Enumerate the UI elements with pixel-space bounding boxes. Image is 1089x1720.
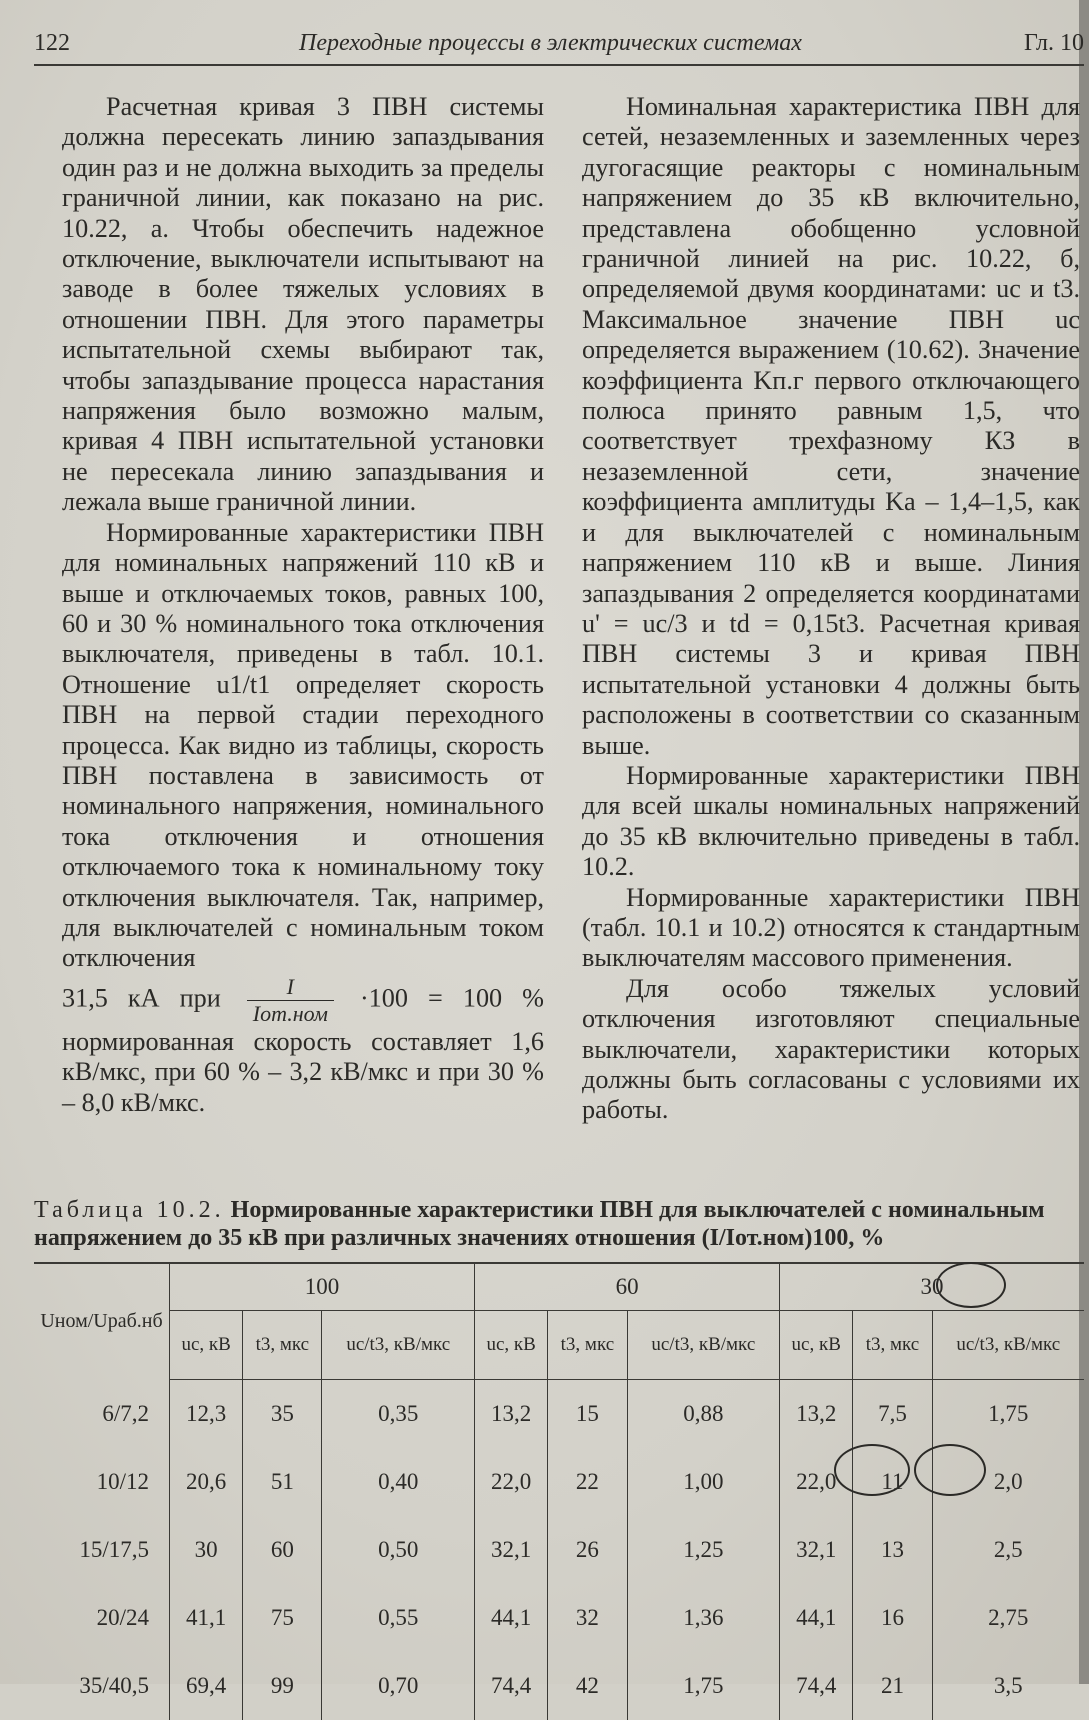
table-cell: 74,4 [780,1652,853,1720]
table-cell: 26 [548,1516,627,1584]
table-row [34,1448,1084,1516]
table-cell: 15/17,5 [79,1537,149,1562]
column-header: uc, кВ [475,1311,548,1380]
table-cell: 69,4 [170,1652,243,1720]
table-cell: 0,55 [322,1584,475,1652]
table-row [34,1584,1084,1652]
column-header: t3, мкс [853,1311,932,1380]
column-header: uc, кВ [170,1311,243,1380]
table-cell: 74,4 [475,1652,548,1720]
row-header-cell: Uном/Uраб.нб [34,1263,170,1380]
current-ratio-fraction [247,974,334,1027]
formula-after: ·100 = 100 % нормированная скорость составляет 1,6 кВ/мкс, при 60 % – 3,2 кВ/мкс и при 30 % – 8,0 кВ/мкс. [62,983,545,1117]
table-cell: 30 [170,1516,243,1584]
table-cell: 3,5 [932,1652,1084,1720]
table-row [34,1652,1084,1720]
chapter-label: Гл. 10 [1023,30,1084,56]
group-header: 30 [780,1263,1084,1311]
table-cell: 13 [853,1516,932,1584]
table-cell: 60 [243,1516,322,1584]
table-cell: 0,40 [322,1448,475,1516]
table-cell: 42 [548,1652,627,1720]
table-cell: 1,75 [627,1652,780,1720]
right-paragraph-4: Для особо тяжелых условий отключения изготовляют специальные выключатели, характеристики которых должны быть согласованы с условиями их работы. [582,973,1080,1125]
table-cell: 15 [548,1380,627,1449]
table-cell: 41,1 [170,1584,243,1652]
running-title: Переходные процессы в электрических системах [299,30,802,56]
page-header [34,30,1084,66]
table-cell: 16 [853,1584,932,1652]
table-cell: 6/7,2 [102,1400,149,1426]
table-cell: 32,1 [475,1516,548,1584]
column-header: uc/t3, кВ/мкс [322,1311,475,1380]
right-column [582,92,1080,1126]
table-cell: 2,75 [932,1584,1084,1652]
table-cell: 35/40,5 [79,1673,149,1698]
column-header: t3, мкс [548,1311,627,1380]
formula-before: 31,5 кА при [62,983,221,1013]
table-cell: 13,2 [780,1380,853,1449]
table-cell: 20/24 [96,1605,149,1630]
table-cell: 7,5 [853,1380,932,1449]
table-cell: 22,0 [475,1448,548,1516]
column-header: t3, мкс [243,1311,322,1380]
right-paragraph-3: Нормированные характеристики ПВН (табл. 10.1 и 10.2) относятся к стандартным выключателям массового применения. [582,882,1080,973]
table-cell: 13,2 [475,1380,548,1449]
table-cell: 22,0 [780,1448,853,1516]
table-caption [34,1196,1084,1252]
table-cell: 51 [243,1448,322,1516]
left-formula-paragraph [62,974,544,1118]
fraction-denominator: Iот.ном [247,1000,334,1027]
table-cell: 75 [243,1584,322,1652]
table-cell: 21 [853,1652,932,1720]
table-row [34,1380,1084,1449]
right-paragraph-1: Номинальная характеристика ПВН для сетей, незаземленных и заземленных через дугогасящие реакторы с номинальным напряжением до 35 кВ включительно, представлена обобщенно условной граничной линией на рис. 10.22, б, определяемой двумя координатами: uc и t3. Максимальное значение ПВН uc определяется выражением (10.62). Значение коэффициента Kп.г первого отключающего полюса принято равным 1,5, что соответствует трехфазному КЗ в незаземленной сети, значение коэффициента амплитуды Ka – 1,4–1,5, как и для выключателей с номинальным напряжением 110 кВ и выше. Линия запаздывания 2 определяется координатами u' = uc/3 и td = 0,15t3. Расчетная кривая ПВН системы 3 и кривая ПВН испытательной установки 4 должны быть расположены в соответствии со сказанным выше. [582,92,1080,760]
left-column [62,92,544,1118]
column-header: uc, кВ [780,1311,853,1380]
table-cell: 32,1 [780,1516,853,1584]
left-paragraph-2-text: Нормированные характеристики ПВН для номинальных напряжений 110 кВ и выше и отключаемых токов, равных 100, 60 и 30 % номинального тока отключения выключателя, приведены в табл. 10.1. Отношение u1/t1 определяет скорость ПВН на первой стадии переходного процесса. Как видно из таблицы, скорость ПВН поставлена в зависимость от номинального напряжения, номинального тока отключения и отношения отключаемого тока к номинальному току отключения выключателя. Так, например, для выключателей с номинальным током отключения [62,517,544,973]
left-paragraph-1: Расчетная кривая 3 ПВН системы должна пересекать линию запаздывания один раз и не должна выходить за пределы граничной линии, как показано на рис. 10.22, а. Чтобы обеспечить надежное отключение, выключатели испытывают на заводе в более тяжелых условиях в отношении ПВН. Для этого параметры испытательной схемы выбирают так, чтобы запаздывание процесса нарастания напряжения было возможно малым, кривая 4 ПВН испытательной установки не пересекала линию запаздывания и лежала выше граничной линии. [62,92,544,517]
table-cell: 1,00 [627,1448,780,1516]
group-header: 100 [170,1263,475,1311]
right-paragraph-2: Нормированные характеристики ПВН для всей шкалы номинальных напряжений до 35 кВ включительно приведены в табл. 10.2. [582,760,1080,882]
table-cell: 12,3 [170,1380,243,1449]
table-cell: 1,36 [627,1584,780,1652]
column-header: uc/t3, кВ/мкс [627,1311,780,1380]
table-group-header-row [34,1263,1084,1311]
column-header: uc/t3, кВ/мкс [932,1311,1084,1380]
page-number: 122 [34,30,70,56]
table-cell: 0,50 [322,1516,475,1584]
table-cell: 32 [548,1584,627,1652]
table-cell: 44,1 [780,1584,853,1652]
table-cell: 0,35 [322,1380,475,1449]
table-subheader-row [34,1311,1084,1380]
table-cell: 2,5 [932,1516,1084,1584]
fraction-numerator: I [286,973,294,999]
group-header: 60 [475,1263,780,1311]
table-cell: 35 [243,1380,322,1449]
table-cell: 2,0 [932,1448,1084,1516]
table-cell: 0,70 [322,1652,475,1720]
table-cell: 0,88 [627,1380,780,1449]
table-caption-text: Нормированные характеристики ПВН для выключателей с номинальным напряжением до 35 кВ при различных значениях отношения (I/Iот.ном)100, % [34,1197,1045,1251]
normalized-trv-table [34,1262,1084,1720]
table-cell: 1,75 [932,1380,1084,1449]
table-cell: 99 [243,1652,322,1720]
left-paragraph-2 [62,518,544,974]
table-cell: 10/12 [96,1469,149,1494]
table-cell: 22 [548,1448,627,1516]
table-cell: 11 [853,1448,932,1516]
table-cell: 20,6 [170,1448,243,1516]
table-row [34,1516,1084,1584]
table-caption-label: Таблица 10.2. [34,1197,225,1223]
table-cell: 44,1 [475,1584,548,1652]
table-cell: 1,25 [627,1516,780,1584]
